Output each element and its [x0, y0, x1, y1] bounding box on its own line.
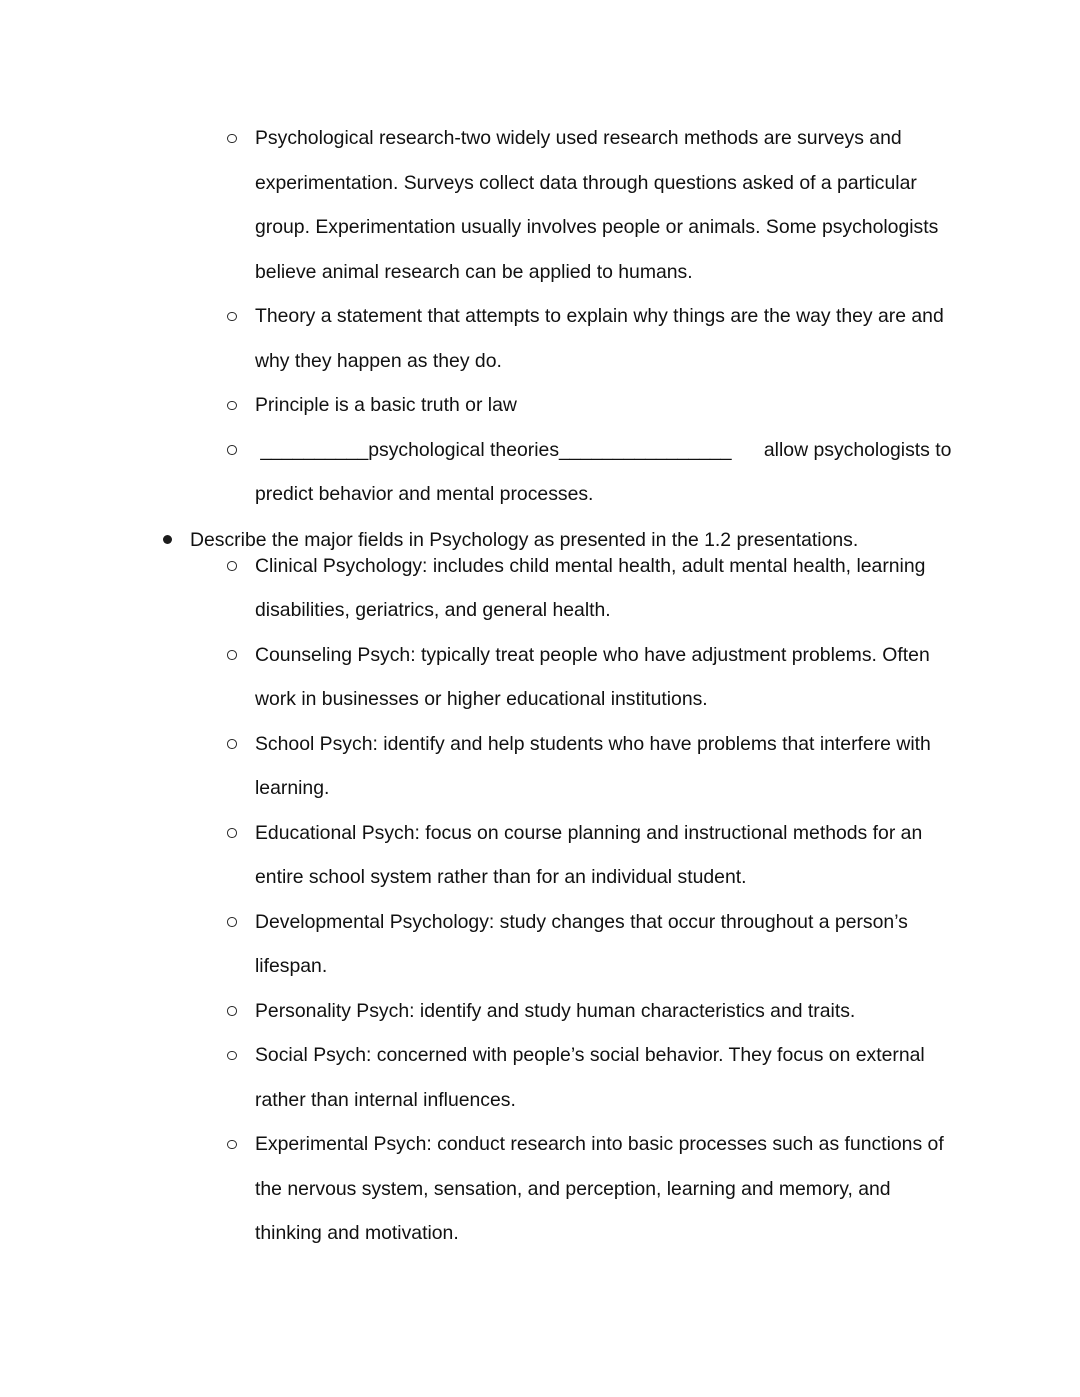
list-item-text: Developmental Psychology: study changes that occur throughout a person’s lifespan. — [255, 910, 914, 977]
list-item — [0, 811, 953, 900]
list-item — [0, 116, 953, 294]
list-item-text: __________psychological theories________________ allow psychologists to predict behavior and mental processes. — [255, 438, 957, 505]
hollow-bullet-icon — [227, 633, 255, 678]
list-item-text: Social Psych: concerned with people’s social behavior. They focus on external rather than internal influences. — [255, 1044, 931, 1111]
list-item-text: Theory a statement that attempts to explain why things are the way they are and why they happen as they do. — [255, 305, 950, 372]
list-item-text: Clinical Psychology: includes child mental health, adult mental health, learning disabilities, geriatrics, and general health. — [255, 554, 931, 621]
hollow-bullet-icon — [227, 900, 255, 945]
hollow-bullet-icon — [227, 116, 255, 161]
list-item-text: School Psych: identify and help students who have problems that interfere with learning. — [255, 732, 937, 799]
list-item-text: Educational Psych: focus on course planning and instructional methods for an entire school system rather than for an individual student. — [255, 821, 928, 888]
list-item — [0, 1122, 953, 1256]
hollow-bullet-icon — [227, 294, 255, 339]
list-item-text: Psychological research-two widely used research methods are surveys and experimentation. Surveys collect data through questions asked of a particular group. Experimentation usually involves people or animals. Some psychologists believe animal research can be applied to humans. — [255, 127, 944, 283]
hollow-bullet-icon — [227, 989, 255, 1034]
filled-bullet-icon — [163, 527, 190, 553]
list-item-text: Describe the major fields in Psychology as presented in the 1.2 presentations. — [190, 528, 859, 551]
list-item-text: Principle is a basic truth or law — [255, 394, 517, 416]
hollow-bullet-icon — [227, 1033, 255, 1078]
list-item-text: Counseling Psych: typically treat people who have adjustment problems. Often work in businesses or higher educational institutions. — [255, 643, 936, 710]
hollow-bullet-icon — [227, 544, 255, 589]
list-item-text: Personality Psych: identify and study human characteristics and traits. — [255, 999, 856, 1022]
list-item — [0, 1033, 953, 1122]
list-item — [0, 633, 953, 722]
hollow-bullet-icon — [227, 811, 255, 856]
list-item — [0, 383, 953, 428]
list-item-fill-in-blank — [0, 428, 957, 517]
list-item — [0, 722, 953, 811]
hollow-bullet-icon — [227, 383, 255, 428]
list-item-text: Experimental Psych: conduct research into basic processes such as functions of the nervous system, sensation, and perception, learning and memory, and thinking and motivation. — [255, 1133, 950, 1244]
hollow-bullet-icon — [227, 1122, 255, 1167]
list-item — [0, 544, 953, 633]
list-item — [0, 900, 953, 989]
list-item — [0, 294, 953, 383]
hollow-bullet-icon — [227, 428, 255, 473]
hollow-bullet-icon — [227, 722, 255, 767]
list-item — [0, 989, 953, 1034]
